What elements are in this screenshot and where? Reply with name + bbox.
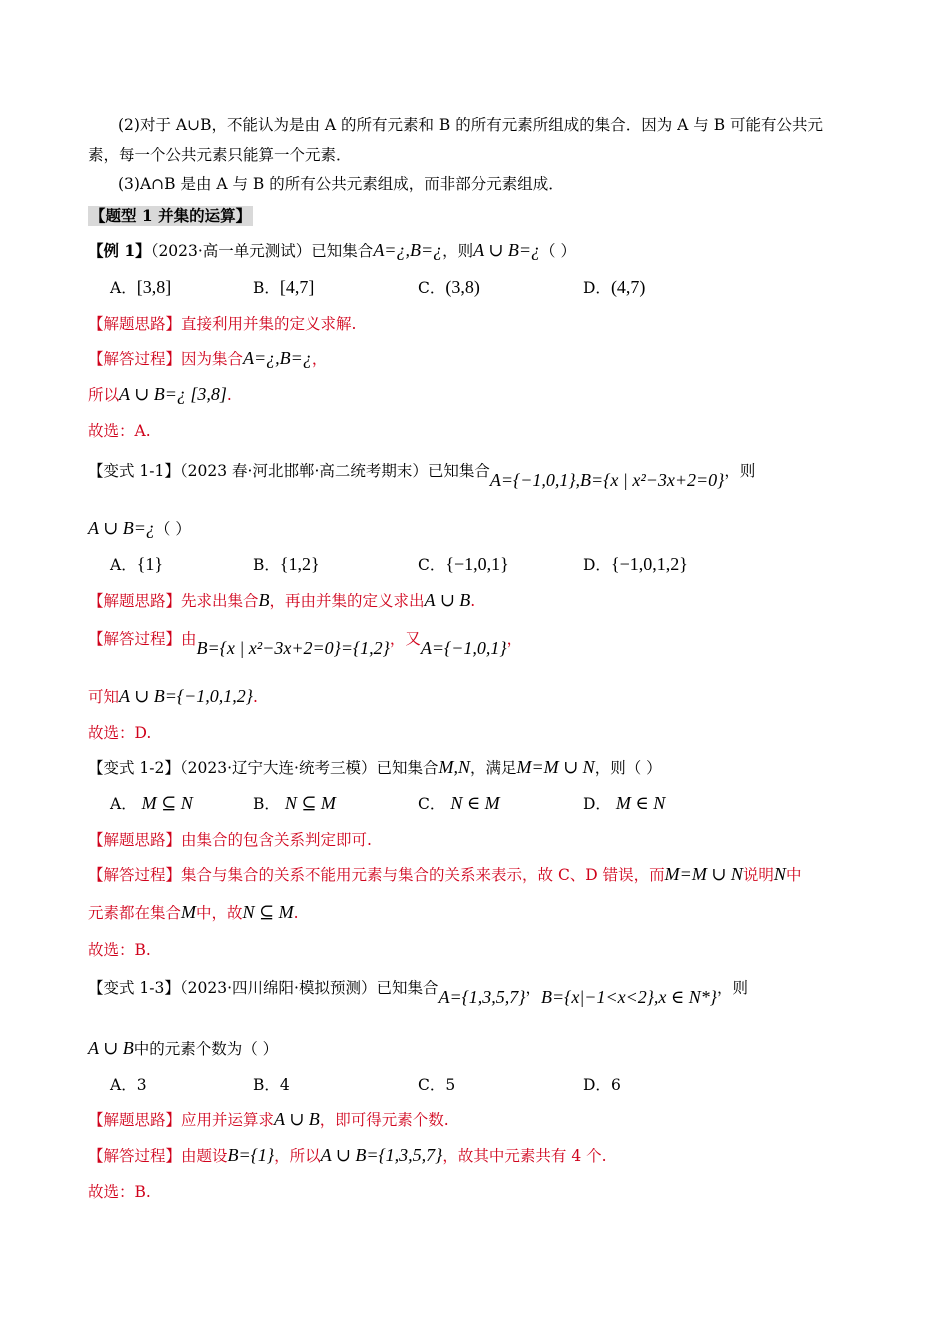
section-heading: 【题型 1 并集的运算】: [90, 206, 252, 225]
option-c: C．{−1,0,1}: [418, 554, 509, 574]
option-d: D．{−1,0,1,2}: [583, 554, 688, 574]
variant-1-1-line2: A ∪ B=¿（ ）: [88, 518, 191, 538]
variant-1-1-answer: 故选：D.: [88, 724, 152, 742]
text: ，则: [442, 242, 474, 260]
variant-1-2-answer: 故选：B.: [88, 941, 151, 959]
option-d: D．6: [583, 1076, 621, 1094]
option-a: A．3: [110, 1076, 147, 1094]
example-1-answer: 故选：A.: [88, 422, 151, 440]
variant-1-1-know: 可知A ∪ B={−1,0,1,2}.: [88, 686, 258, 706]
option-c: C． N ∈ M: [418, 793, 500, 813]
variant-1-1-thinking: 【解题思路】先求出集合B，再由并集的定义求出A ∪ B.: [88, 590, 476, 610]
variant-1-3-process: 【解答过程】由题设B={1}，所以A ∪ B={1,3,5,7}，故其中元素共有 4 个.: [88, 1145, 607, 1165]
option-b: B．[4,7]: [253, 277, 315, 297]
example-1-thinking: 【解题思路】直接利用并集的定义求解.: [88, 315, 357, 333]
option-c: C．5: [418, 1076, 456, 1094]
variant-label: 【变式 1-2】: [88, 759, 180, 777]
variant-1-1-question: 【变式 1-1】（2023 春·河北邯郸·高二统考期末）已知集合A={−1,0,1},B={x | x²−3x+2=0}，则: [88, 462, 756, 490]
variant-1-3-line2: A ∪ B中的元素个数为（ ）: [88, 1038, 279, 1058]
text: （ ）: [540, 242, 576, 260]
option-b: B．4: [253, 1076, 290, 1094]
variant-1-2-process: 【解答过程】集合与集合的关系不能用元素与集合的关系来表示，故 C、D 错误，而M=M ∪ N说明N中: [88, 864, 802, 884]
option-d: D． M ∈ N: [583, 793, 666, 813]
math-formula: A=¿,B=¿: [373, 240, 443, 260]
option-c: C．(3,8): [418, 277, 480, 297]
intro-p2-line2: 素，每一个公共元素只能算一个元素．: [88, 146, 352, 164]
option-a: A． M ⊆ N: [110, 793, 193, 813]
option-d: D．(4,7): [583, 277, 646, 297]
variant-1-2-thinking: 【解题思路】由集合的包含关系判定即可.: [88, 831, 372, 849]
math-formula: A ∪ B=¿: [473, 240, 541, 260]
option-a: A．[3,8]: [110, 277, 172, 297]
variant-1-2-process-line2: 元素都在集合M中，故N ⊆ M.: [88, 902, 299, 922]
variant-1-3-thinking: 【解题思路】应用并运算求A ∪ B，即可得元素个数.: [88, 1109, 449, 1129]
variant-1-3-answer: 故选：B.: [88, 1183, 151, 1201]
variant-1-3-question: 【变式 1-3】（2023·四川绵阳·模拟预测）已知集合A={1,3,5,7}，B={x|−1<x<2},x ∈ N*}，则: [88, 979, 748, 1007]
example-label: 【例 1】: [88, 241, 151, 260]
example-1-process: 【解答过程】因为集合A=¿,B=¿，: [88, 348, 328, 368]
example-source: （2023·高一单元测试）已知集合: [150, 242, 374, 260]
variant-1-1-process: 【解答过程】由B={x | x²−3x+2=0}={1,2}，又A={−1,0,1}，: [88, 630, 523, 658]
variant-label: 【变式 1-1】: [88, 462, 180, 480]
variant-label: 【变式 1-3】: [88, 979, 180, 997]
example-1-so: 所以A ∪ B=¿ [3,8].: [88, 384, 232, 404]
option-b: B． N ⊆ M: [253, 793, 336, 813]
variant-1-2-question: 【变式 1-2】（2023·辽宁大连·统考三模）已知集合M,N，满足M=M ∪ N，则（ ）: [88, 757, 662, 777]
option-b: B．{1,2}: [253, 554, 320, 574]
intro-p2-line1: (2)对于 A∪B，不能认为是由 A 的所有元素和 B 的所有元素所组成的集合．因为 A 与 B 可能有公共元: [118, 116, 824, 134]
intro-p3: (3)A∩B 是由 A 与 B 的所有公共元素组成，而非部分元素组成．: [118, 175, 564, 193]
option-a: A．{1}: [110, 554, 163, 574]
example-1-question: [88, 240, 862, 261]
